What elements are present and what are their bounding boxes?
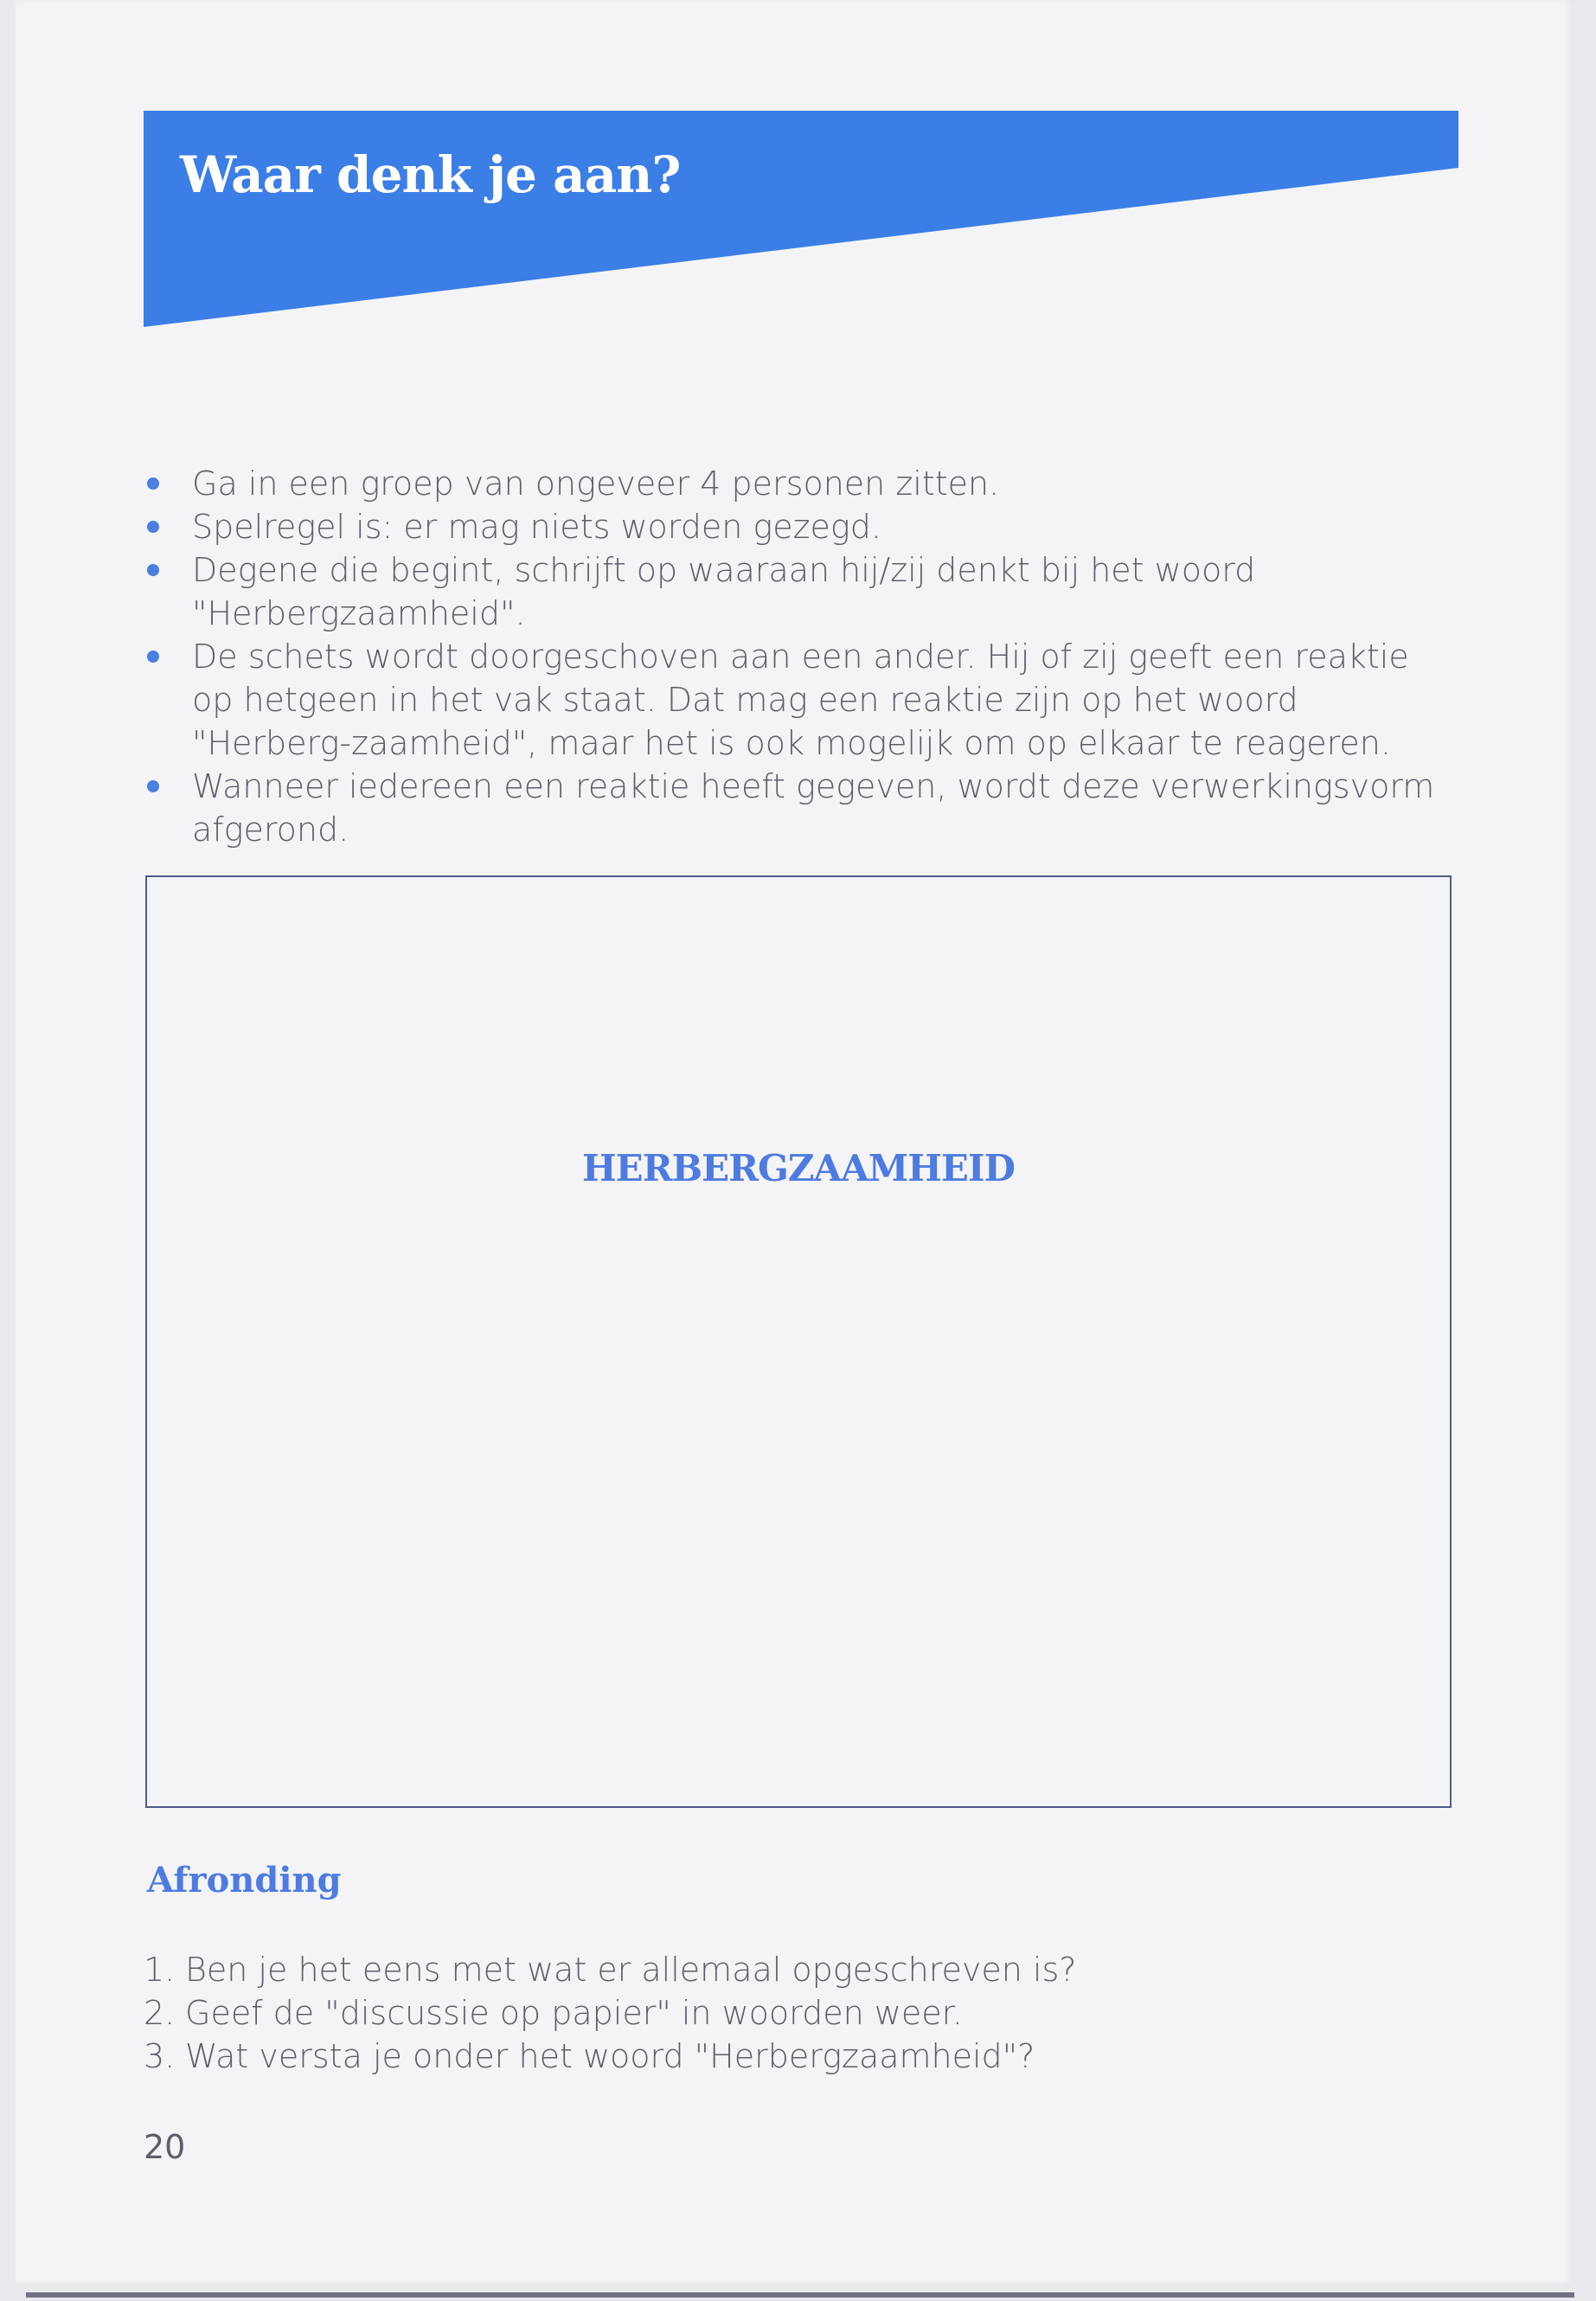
instruction-item — [144, 548, 1441, 635]
instruction-text: Degene die begint, schrijft op waaraan hij/zij denkt bij het woord "Herbergzaamheid". — [192, 551, 1256, 632]
question-number: 1. — [144, 1951, 176, 1989]
question-number: 2. — [144, 1994, 176, 2032]
instruction-text: Spelregel is: er mag niets worden gezegd. — [192, 508, 881, 546]
question-number: 3. — [144, 2037, 176, 2075]
afronding-questions — [144, 1948, 1441, 2078]
sketch-box — [145, 875, 1452, 1808]
page-number: 20 — [144, 2128, 186, 2166]
question-item — [144, 2035, 1441, 2078]
instruction-item — [144, 635, 1441, 765]
instruction-item — [144, 505, 1441, 548]
instruction-text: De schets wordt doorgeschoven aan een ander. Hij of zij geeft een reaktie op hetgeen in het vak staat. Dat mag een reaktie zijn op het woord "Herberg-zaamheid", maar het is ook mogelijk om op elkaar te reageren. — [192, 638, 1409, 762]
bullet-icon — [147, 651, 159, 663]
instruction-item — [144, 462, 1441, 505]
instruction-text: Ga in een groep van ongeveer 4 personen zitten. — [192, 465, 1000, 503]
question-item — [144, 1991, 1441, 2035]
bullet-icon — [147, 478, 159, 490]
question-text: Geef de "discussie op papier" in woorden weer. — [185, 1994, 963, 2032]
bullet-icon — [147, 521, 159, 533]
question-item — [144, 1948, 1441, 1991]
banner-shape — [144, 111, 1458, 327]
page-title: Waar denk je aan? — [180, 145, 681, 204]
question-text: Wat versta je onder het woord "Herbergzaamheid"? — [185, 2037, 1035, 2075]
question-text: Ben je het eens met wat er allemaal opgeschreven is? — [185, 1951, 1077, 1989]
bullet-icon — [147, 780, 159, 792]
title-banner — [144, 111, 1458, 327]
page — [16, 0, 1574, 2284]
instruction-list — [144, 462, 1441, 851]
scan-edge-strip — [26, 2292, 1574, 2298]
sketch-keyword: HERBERGZAAMHEID — [582, 1147, 1015, 1189]
bullet-icon — [147, 564, 159, 576]
afronding-heading: Afronding — [147, 1860, 342, 1900]
instruction-text: Wanneer iedereen een reaktie heeft gegeven, wordt deze verwerkingsvorm afgerond. — [192, 767, 1435, 849]
instruction-item — [144, 765, 1441, 851]
